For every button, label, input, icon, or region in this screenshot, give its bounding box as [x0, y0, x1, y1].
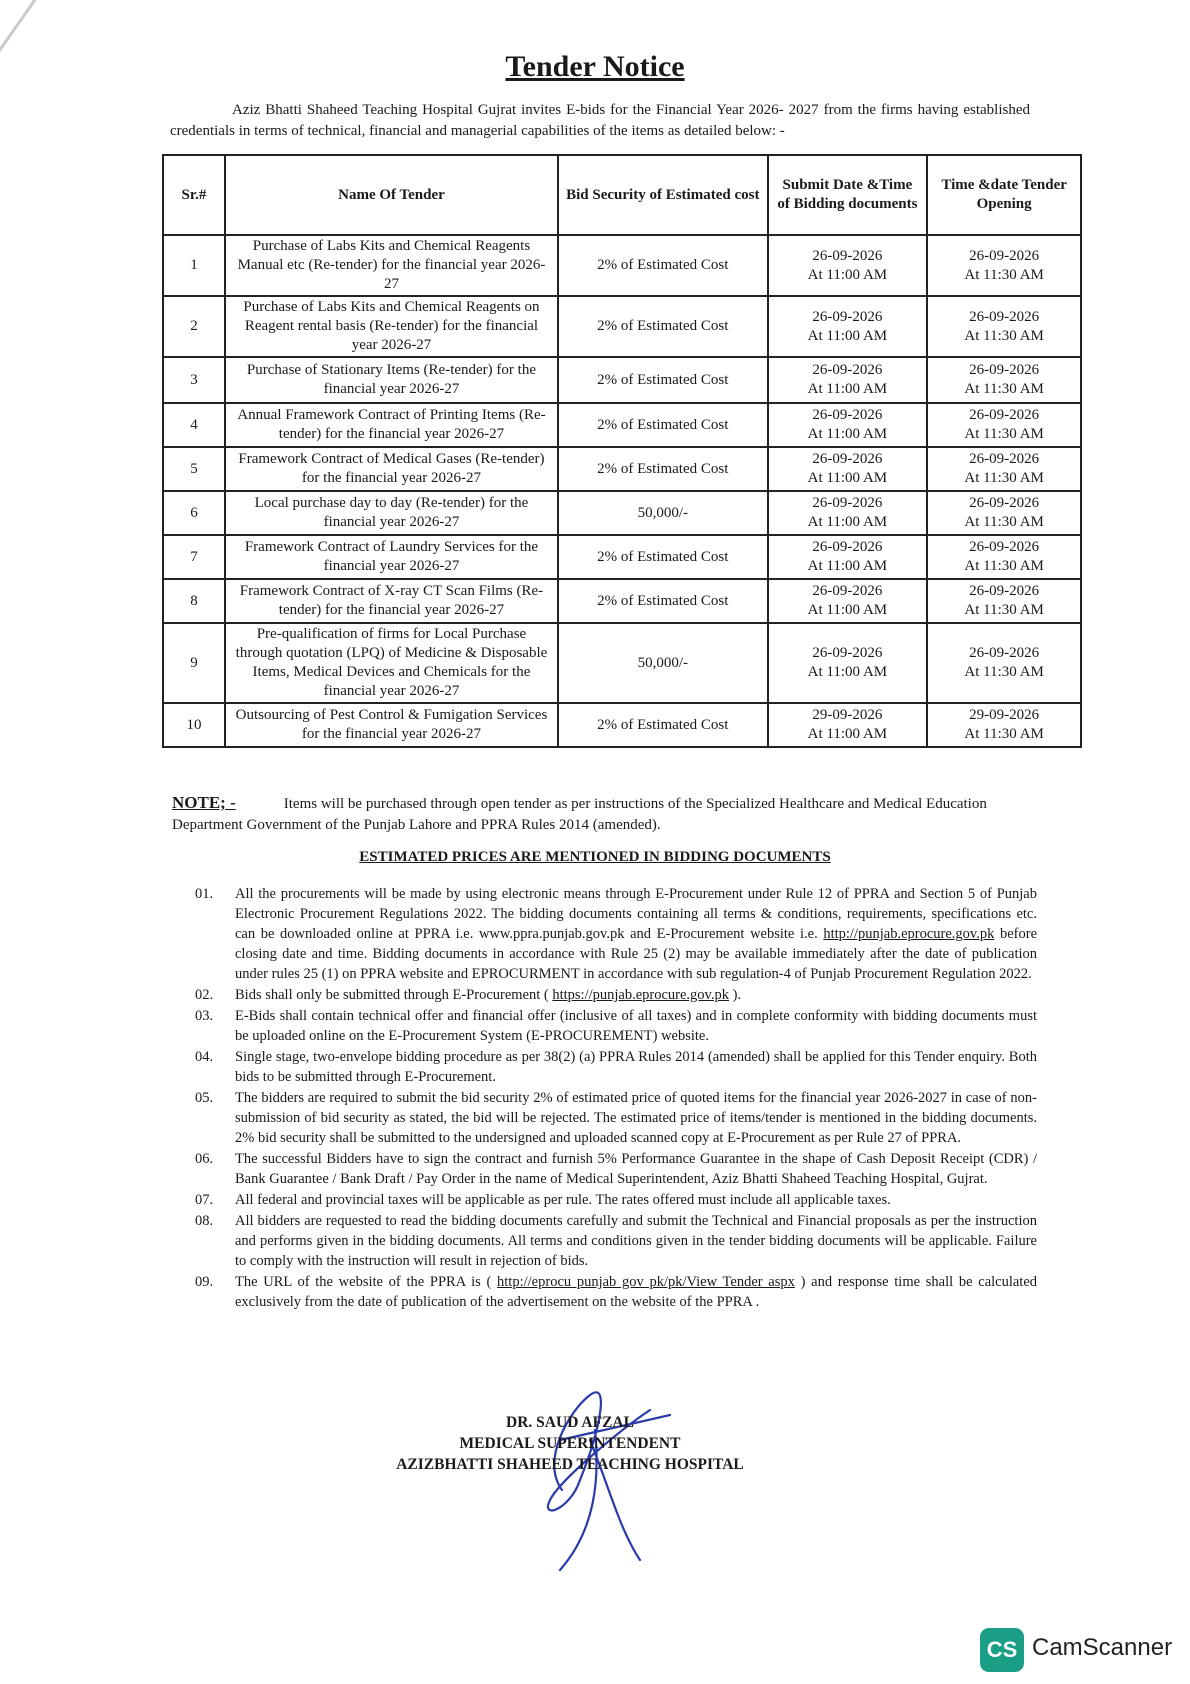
term-number: 07.	[195, 1192, 214, 1208]
cell-sr: 6	[163, 491, 225, 535]
cell-submit-date: 26-09-2026	[812, 645, 883, 661]
term-text: The bidders are required to submit the bid security 2% of estimated price of quoted items for the financial year 2026-2027 in case of non-submission of bid security as stated, the bid will be rejected. The estimated price of items/tender is mentioned in the bidding documents. 2% bid security shall be submitted to the undersigned and uploaded scanned copy at E-Procurement as per Rule 27 of PPRA.	[235, 1090, 1037, 1146]
cell-bid-security: 2% of Estimated Cost	[558, 535, 768, 579]
table-row	[163, 403, 1081, 447]
cell-bid-security: 2% of Estimated Cost	[558, 235, 768, 296]
term-text: The successful Bidders have to sign the contract and furnish 5% Performance Guarantee in the shape of Cash Deposit Receipt (CDR) / Bank Guarantee / Bank Draft / Pay Order in the name of Medical Superintendent, Aziz Bhatti Shaheed Teaching Hospital, Gujrat.	[235, 1151, 1037, 1187]
header-opening: Time &date Tender Opening	[927, 155, 1081, 235]
cell-opening-time: At 11:30 AM	[964, 470, 1044, 486]
cell-opening-date: 26-09-2026	[969, 539, 1040, 555]
term-text: The URL of the website of the PPRA is (	[235, 1274, 492, 1290]
header-name: Name Of Tender	[225, 155, 558, 235]
cell-opening	[927, 579, 1081, 623]
term-number: 03.	[195, 1008, 214, 1024]
signatory-block	[360, 1412, 780, 1475]
cell-opening	[927, 403, 1081, 447]
term-text: All federal and provincial taxes will be applicable as per rule. The rates offered must include all applicable taxes.	[235, 1192, 891, 1208]
cell-opening	[927, 703, 1081, 747]
cell-submit-time: At 11:00 AM	[807, 426, 888, 442]
cell-submit-time: At 11:00 AM	[807, 470, 888, 486]
cell-submit-date: 26-09-2026	[812, 247, 883, 264]
term-item	[195, 1088, 1037, 1148]
term-item	[195, 985, 1037, 1005]
cell-submit	[768, 447, 928, 491]
cell-name: Framework Contract of Medical Gases (Re-tender) for the financial year 2026-27	[225, 447, 558, 491]
cell-name: Framework Contract of Laundry Services for the financial year 2026-27	[225, 535, 558, 579]
term-text: E-Bids shall contain technical offer and financial offer (inclusive of all taxes) and in complete conformity with bidding documents must be uploaded online on the E-Procurement System (E-PROCUREMENT) website.	[235, 1008, 1037, 1044]
term-number: 05.	[195, 1090, 214, 1106]
cell-submit	[768, 623, 928, 703]
term-number: 01.	[195, 886, 214, 902]
cell-opening	[927, 357, 1081, 403]
cell-opening-date: 26-09-2026	[969, 645, 1040, 661]
cell-submit-time: At 11:00 AM	[807, 726, 888, 742]
term-text: All bidders are requested to read the bidding documents carefully and submit the Technical and Financial proposals as per the instruction and performs given in the bidding documents. All terms and conditions given in the tender bidding documents will be applicable. Failure to comply with the instruction will result in rejection of bids.	[235, 1213, 1037, 1269]
term-text-after: before closing date and time. Bidding documents in accordance with Rule 25 (2) may be available immediately after the date of publication under rules 25 (1) on PPRA website and EPROCURMENT in accordance with sub regulation-4 of Punjab Procurement Regulation 2022.	[235, 926, 1038, 982]
page-title: Tender Notice	[505, 50, 685, 83]
camscanner-logo-icon: CS	[980, 1628, 1024, 1672]
term-item	[195, 1190, 1037, 1210]
cell-opening-time: At 11:30 AM	[964, 426, 1044, 442]
header-sr: Sr.#	[163, 155, 225, 235]
term-item	[195, 1047, 1037, 1087]
table-row	[163, 357, 1081, 403]
term-number: 08.	[195, 1213, 214, 1229]
cell-opening	[927, 535, 1081, 579]
cell-opening	[927, 296, 1081, 357]
cell-name: Purchase of Stationary Items (Re-tender) for the financial year 2026-27	[225, 357, 558, 403]
term-number: 02.	[195, 987, 214, 1003]
cell-opening-time: At 11:30 AM	[964, 327, 1044, 344]
cell-submit-date: 26-09-2026	[812, 308, 883, 325]
cell-sr: 10	[163, 703, 225, 747]
term-link[interactable]: http://punjab.eprocure.gov.pk	[823, 926, 995, 942]
tender-table	[162, 154, 1082, 748]
cell-name: Purchase of Labs Kits and Chemical Reagents on Reagent rental basis (Re-tender) for the financial year 2026-27	[225, 296, 558, 357]
cell-opening-time: At 11:30 AM	[964, 726, 1044, 742]
cell-opening-date: 26-09-2026	[969, 362, 1040, 378]
cell-submit-time: At 11:00 AM	[807, 266, 888, 283]
cell-name: Outsourcing of Pest Control & Fumigation Services for the financial year 2026-27	[225, 703, 558, 747]
signatory-name: DR. SAUD AFZAL	[506, 1414, 634, 1431]
term-item	[195, 1149, 1037, 1189]
cell-bid-security: 2% of Estimated Cost	[558, 296, 768, 357]
cell-opening	[927, 491, 1081, 535]
signatory-organization: AZIZBHATTI SHAHEED TEACHING HOSPITAL	[396, 1456, 744, 1473]
cell-sr: 3	[163, 357, 225, 403]
cell-opening-date: 29-09-2026	[969, 707, 1040, 723]
cell-bid-security: 2% of Estimated Cost	[558, 403, 768, 447]
term-item	[195, 1272, 1037, 1312]
cell-submit	[768, 235, 928, 296]
cell-submit	[768, 491, 928, 535]
cell-opening-time: At 11:30 AM	[964, 602, 1044, 618]
cell-submit-date: 26-09-2026	[812, 407, 883, 423]
cell-submit-time: At 11:00 AM	[807, 602, 888, 618]
cell-submit-time: At 11:00 AM	[807, 558, 888, 574]
note-paragraph	[172, 792, 1032, 836]
cell-bid-security: 50,000/-	[558, 491, 768, 535]
table-row	[163, 623, 1081, 703]
cell-name: Local purchase day to day (Re-tender) for the financial year 2026-27	[225, 491, 558, 535]
cell-name: Purchase of Labs Kits and Chemical Reagents Manual etc (Re-tender) for the financial year 2026-27	[225, 235, 558, 296]
cell-opening	[927, 623, 1081, 703]
cell-sr: 2	[163, 296, 225, 357]
cell-opening-time: At 11:30 AM	[964, 664, 1044, 680]
cell-opening-date: 26-09-2026	[969, 495, 1040, 511]
intro-paragraph: Aziz Bhatti Shaheed Teaching Hospital Gujrat invites E-bids for the Financial Year 2026- 2027 from the firms having established credentials in terms of technical, financial and managerial capabilities of the items as detailed below: -	[170, 102, 1030, 139]
cell-opening-time: At 11:30 AM	[964, 266, 1044, 283]
term-item	[195, 884, 1037, 984]
cell-submit-date: 29-09-2026	[812, 707, 883, 723]
cell-sr: 1	[163, 235, 225, 296]
term-number: 04.	[195, 1049, 214, 1065]
cell-submit	[768, 535, 928, 579]
cell-opening-time: At 11:30 AM	[964, 381, 1044, 397]
table-row	[163, 491, 1081, 535]
cell-submit-time: At 11:00 AM	[807, 664, 888, 680]
term-text: Bids shall only be submitted through E-Procurement (	[235, 987, 549, 1003]
cell-submit-time: At 11:00 AM	[807, 514, 888, 530]
note-label: NOTE; -	[172, 793, 236, 812]
cell-opening-date: 26-09-2026	[969, 451, 1040, 467]
estimated-prices-heading: ESTIMATED PRICES ARE MENTIONED IN BIDDING DOCUMENTS	[359, 849, 831, 865]
table-header-row	[163, 155, 1081, 235]
term-number: 06.	[195, 1151, 214, 1167]
cell-sr: 8	[163, 579, 225, 623]
term-text: Single stage, two-envelope bidding procedure as per 38(2) (a) PPRA Rules 2014 (amended) shall be applied for this Tender enquiry. Both bids to be submitted through E-Procurement.	[235, 1049, 1037, 1085]
cell-submit-date: 26-09-2026	[812, 583, 883, 599]
signatory-designation: MEDICAL SUPERINTENDENT	[459, 1435, 681, 1452]
term-text: All the procurements will be made by using electronic means through E-Procurement under Rule 12 of PPRA and Section 5 of Punjab Electronic Procurement Regulations 2022. The bidding documents containing all terms & conditions, requirements, specifications etc. can be downloaded online at PPRA i.e. www.ppra.punjab.gov.pk and E-Procurement website i.e.	[235, 886, 1037, 942]
cell-bid-security: 2% of Estimated Cost	[558, 357, 768, 403]
camscanner-watermark-text: CamScanner	[1032, 1634, 1173, 1661]
term-link[interactable]: http://eprocu punjab gov pk/pk/View Tender aspx	[497, 1274, 795, 1290]
table-row	[163, 296, 1081, 357]
term-number: 09.	[195, 1274, 214, 1290]
cell-name: Framework Contract of X-ray CT Scan Films (Re-tender) for the financial year 2026-27	[225, 579, 558, 623]
term-item	[195, 1211, 1037, 1271]
cell-submit-time: At 11:00 AM	[807, 327, 888, 344]
cell-opening	[927, 235, 1081, 296]
cell-sr: 5	[163, 447, 225, 491]
cell-submit	[768, 357, 928, 403]
cell-opening-date: 26-09-2026	[969, 308, 1040, 325]
note-text: Items will be purchased through open tender as per instructions of the Specialized Healthcare and Medical Education Department Government of the Punjab Lahore and PPRA Rules 2014 (amended).	[172, 796, 987, 833]
cell-opening-date: 26-09-2026	[969, 247, 1040, 264]
table-row	[163, 535, 1081, 579]
cell-opening-date: 26-09-2026	[969, 407, 1040, 423]
term-text-after: ) and response time shall be calculated exclusively from the date of publication of the advertisement on the website of the PPRA .	[235, 1274, 1038, 1310]
table-row	[163, 703, 1081, 747]
term-item	[195, 1006, 1037, 1046]
cell-submit	[768, 296, 928, 357]
cell-submit	[768, 403, 928, 447]
cell-bid-security: 2% of Estimated Cost	[558, 703, 768, 747]
cell-bid-security: 50,000/-	[558, 623, 768, 703]
terms-list	[195, 884, 1037, 1313]
cell-submit-time: At 11:00 AM	[807, 381, 888, 397]
header-bid-security: Bid Security of Estimated cost	[558, 155, 768, 235]
cell-bid-security: 2% of Estimated Cost	[558, 579, 768, 623]
table-row	[163, 579, 1081, 623]
cell-sr: 9	[163, 623, 225, 703]
cell-opening-time: At 11:30 AM	[964, 514, 1044, 530]
cell-name: Annual Framework Contract of Printing Items (Re-tender) for the financial year 2026-27	[225, 403, 558, 447]
tender-table-body	[163, 235, 1081, 747]
cell-opening-date: 26-09-2026	[969, 583, 1040, 599]
cell-submit	[768, 579, 928, 623]
table-row	[163, 447, 1081, 491]
cell-opening	[927, 447, 1081, 491]
cell-sr: 7	[163, 535, 225, 579]
term-link[interactable]: https://punjab.eprocure.gov.pk	[552, 987, 729, 1003]
cell-submit-date: 26-09-2026	[812, 539, 883, 555]
header-submit: Submit Date &Time of Bidding documents	[768, 155, 928, 235]
cell-submit-date: 26-09-2026	[812, 495, 883, 511]
cell-bid-security: 2% of Estimated Cost	[558, 447, 768, 491]
cell-name: Pre-qualification of firms for Local Purchase through quotation (LPQ) of Medicine & Disposable Items, Medical Devices and Chemicals for the financial year 2026-27	[225, 623, 558, 703]
cell-submit-date: 26-09-2026	[812, 362, 883, 378]
cell-submit-date: 26-09-2026	[812, 451, 883, 467]
term-text-after: ).	[732, 987, 742, 1003]
cell-sr: 4	[163, 403, 225, 447]
table-row	[163, 235, 1081, 296]
cell-submit	[768, 703, 928, 747]
cell-opening-time: At 11:30 AM	[964, 558, 1044, 574]
